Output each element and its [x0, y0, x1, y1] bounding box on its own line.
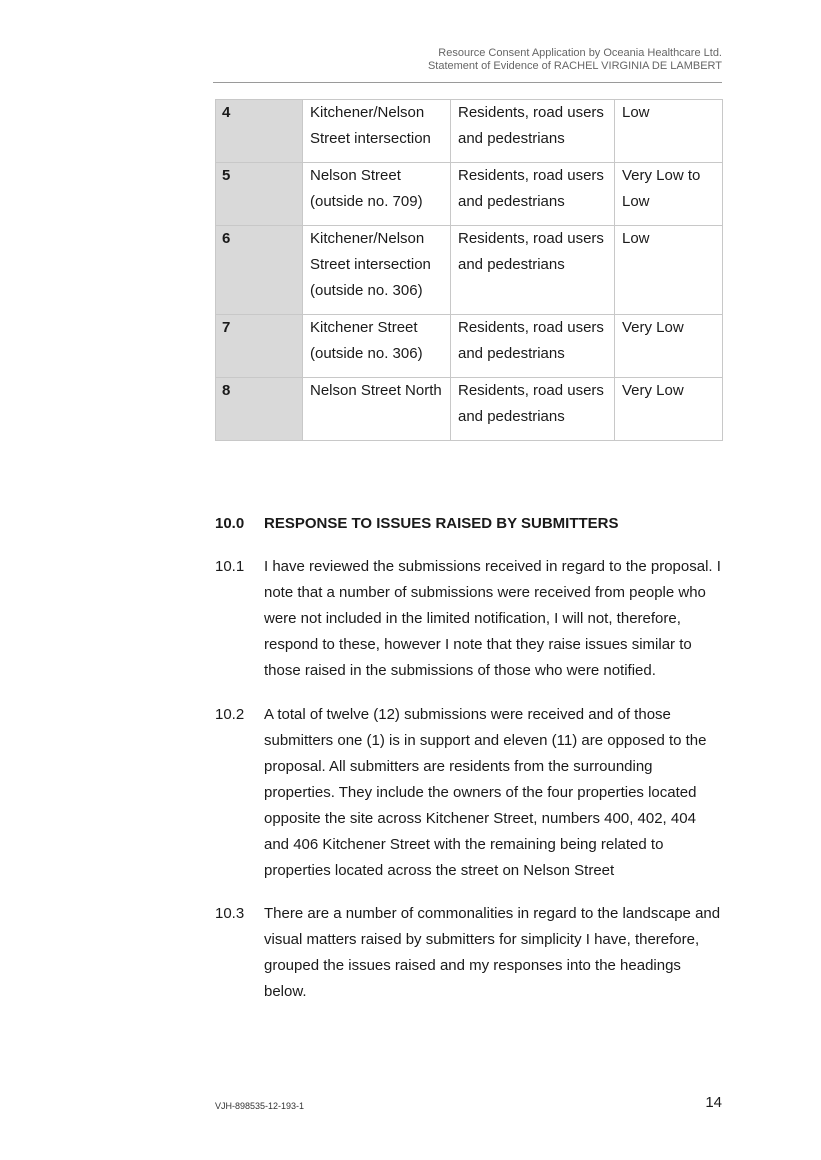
paragraph-10-1 — [215, 554, 725, 684]
viewpoint-location: Nelson Street (outside no. 709) — [303, 163, 451, 226]
viewpoint-number: 5 — [216, 163, 303, 226]
viewpoint-number: 4 — [216, 100, 303, 163]
viewpoint-location: Kitchener/Nelson Street intersection (outside no. 306) — [303, 226, 451, 315]
viewpoint-number: 6 — [216, 226, 303, 315]
viewpoint-receptors: Residents, road users and pedestrians — [451, 226, 615, 315]
table-row — [216, 163, 723, 226]
paragraph-number: 10.1 — [215, 558, 245, 575]
table-row — [216, 315, 723, 378]
section-heading — [215, 513, 619, 535]
viewpoint-effect: Very Low — [615, 315, 723, 378]
viewpoint-effect: Very Low to Low — [615, 163, 723, 226]
viewpoint-location: Kitchener/Nelson Street intersection — [303, 100, 451, 163]
viewpoint-receptors: Residents, road users and pedestrians — [451, 378, 615, 441]
table-row — [216, 378, 723, 441]
page-number: 14 — [705, 1094, 722, 1111]
paragraph-number: 10.2 — [215, 706, 245, 723]
paragraph-text: There are a number of commonalities in regard to the landscape and visual matters raised by submitters for simplicity I have, therefore, grouped the issues raised and my responses into the headings below. — [264, 905, 721, 1000]
table-row — [216, 226, 723, 315]
viewpoint-receptors: Residents, road users and pedestrians — [451, 315, 615, 378]
viewpoint-effect: Low — [615, 226, 723, 315]
viewpoint-table — [215, 99, 723, 441]
header-divider — [213, 82, 722, 83]
viewpoint-effect: Very Low — [615, 378, 723, 441]
paragraph-10-2 — [215, 702, 725, 884]
header-line-2: Statement of Evidence of RACHEL VIRGINIA DE LAMBERT — [427, 60, 722, 72]
viewpoint-location: Kitchener Street (outside no. 306) — [303, 315, 451, 378]
viewpoint-number: 8 — [216, 378, 303, 441]
viewpoint-receptors: Residents, road users and pedestrians — [451, 100, 615, 163]
paragraph-text: I have reviewed the submissions received in regard to the proposal. I note that a number of submissions were received from people who were not included in the limited notification, I will not, therefore, respond to these, however I note that they raise issues similar to those raised in the submissions of those who were notified. — [264, 558, 721, 679]
header-line-1: Resource Consent Application by Oceania Healthcare Ltd. — [438, 47, 722, 59]
viewpoint-receptors: Residents, road users and pedestrians — [451, 163, 615, 226]
viewpoint-location: Nelson Street North — [303, 378, 451, 441]
paragraph-number: 10.3 — [215, 905, 245, 922]
table-row — [216, 100, 723, 163]
paragraph-10-3 — [215, 901, 725, 1005]
page-header — [428, 47, 722, 73]
section-number: 10.0 — [215, 515, 245, 532]
viewpoint-effect: Low — [615, 100, 723, 163]
document-reference: VJH-898535-12-193-1 — [215, 1101, 305, 1111]
viewpoint-number: 7 — [216, 315, 303, 378]
paragraph-text: A total of twelve (12) submissions were received and of those submitters one (1) is in support and eleven (11) are opposed to the proposal. All submitters are residents from the surrounding properties. They include the owners of the four properties located opposite the site across Kitchener Street, numbers 400, 402, 404 and 406 Kitchener Street with the remaining being related to properties located across the street on Nelson Street — [264, 706, 707, 879]
section-title: RESPONSE TO ISSUES RAISED BY SUBMITTERS — [264, 515, 619, 532]
